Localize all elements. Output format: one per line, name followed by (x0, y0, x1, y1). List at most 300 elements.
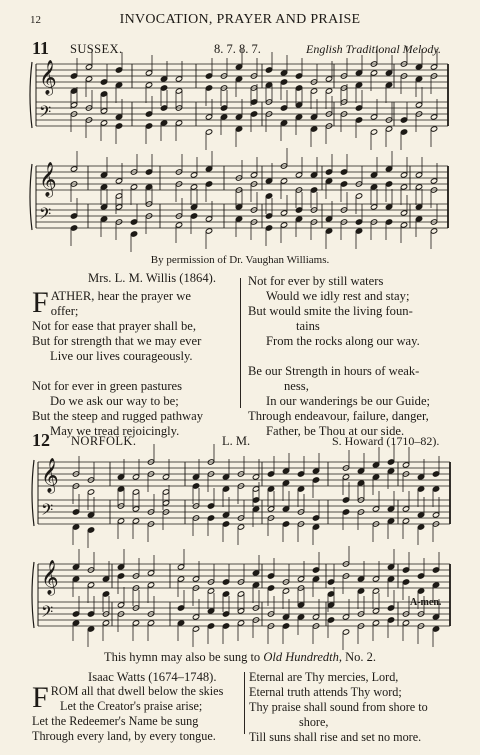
note-head (252, 497, 259, 503)
note-head (147, 582, 154, 588)
note-head (415, 64, 422, 70)
note-head (357, 480, 364, 486)
alt-note-prefix: This hymn may also be sung to (103, 650, 261, 664)
verse-line: May we tread rejoicingly. (50, 424, 180, 438)
note-head (265, 225, 272, 231)
verse-line: From the rocks along our way. (266, 334, 420, 348)
verse-line: shore, (299, 715, 329, 729)
note-head (325, 228, 332, 234)
treble-clef: 𝄞 (39, 60, 57, 95)
verse-line: Be our Strength in hours of weak- (248, 364, 420, 378)
note-head (115, 114, 122, 120)
note-head (132, 518, 139, 524)
note-head (252, 582, 259, 588)
verse-line: Do we ask our way to be; (50, 394, 179, 408)
hymn-12-number: 12 (32, 430, 50, 450)
note-head (145, 111, 152, 117)
note-head (325, 169, 332, 175)
note-head (402, 462, 409, 468)
note-head (295, 114, 302, 120)
note-head (205, 85, 212, 91)
note-head (282, 480, 289, 486)
note-head (417, 474, 424, 480)
note-head (87, 611, 94, 617)
note-head (297, 471, 304, 477)
brace (32, 460, 34, 526)
brace (32, 562, 34, 628)
note-head (355, 228, 362, 234)
note-head (177, 620, 184, 626)
hymn-11-source: English Traditional Melody. (306, 42, 442, 56)
treble-clef: 𝄞 (41, 458, 59, 493)
note-head (100, 120, 107, 126)
note-head (355, 70, 362, 76)
note-head (432, 614, 439, 620)
note-head (207, 588, 214, 594)
hymn-11-meter: 8. 7. 8. 7. (214, 42, 261, 56)
verse-line: ATHER, hear the prayer we (50, 289, 191, 303)
note-head (310, 88, 317, 94)
column-divider (244, 672, 245, 734)
note-head (432, 512, 439, 518)
note-head (145, 82, 152, 88)
note-head (102, 591, 109, 597)
hymn-11-number: 11 (32, 38, 50, 58)
note-head (222, 591, 229, 597)
note-head (295, 73, 302, 79)
note-head (385, 82, 392, 88)
bass-clef: 𝄢 (39, 204, 52, 227)
note-head (400, 184, 407, 190)
note-head (355, 105, 362, 111)
note-head (282, 588, 289, 594)
note-head (280, 222, 287, 228)
note-head (430, 64, 437, 70)
note-head (192, 483, 199, 489)
note-head (430, 114, 437, 120)
note-head (325, 178, 332, 184)
note-head (297, 602, 304, 608)
note-head (147, 620, 154, 626)
note-head (387, 605, 394, 611)
note-head (415, 172, 422, 178)
note-head (310, 126, 317, 132)
note-head (252, 506, 259, 512)
note-head (177, 605, 184, 611)
note-head (342, 474, 349, 480)
note-head (70, 166, 77, 172)
note-head (205, 166, 212, 172)
permission-note: By permission of Dr. Vaughan Williams. (150, 254, 330, 266)
verse-line: But would smite the living foun- (248, 304, 413, 318)
verse-line: But for strength that we may ever (32, 334, 202, 348)
note-head (250, 172, 257, 178)
note-head (370, 172, 377, 178)
note-head (162, 474, 169, 480)
note-head (205, 129, 212, 135)
note-head (177, 576, 184, 582)
note-head (282, 614, 289, 620)
note-head (205, 181, 212, 187)
note-head (175, 120, 182, 126)
note-head (415, 204, 422, 210)
note-head (430, 228, 437, 234)
verse-line: offer; (50, 304, 79, 318)
hymn-12-initial: F (32, 681, 49, 714)
note-head (102, 620, 109, 626)
note-head (85, 76, 92, 82)
note-head (370, 204, 377, 210)
note-head (70, 102, 77, 108)
note-head (117, 486, 124, 492)
note-head (312, 614, 319, 620)
note-head (297, 576, 304, 582)
verse-line: Eternal truth attends Thy word; (249, 685, 402, 699)
note-head (190, 184, 197, 190)
note-head (235, 126, 242, 132)
note-head (72, 620, 79, 626)
verse-line: But the steep and rugged pathway (32, 409, 204, 423)
note-head (400, 117, 407, 123)
alt-note-tune: Old Hundredth, (263, 650, 343, 664)
note-head (387, 617, 394, 623)
verse-line: Would we idly rest and stay; (266, 289, 410, 303)
note-head (192, 474, 199, 480)
note-head (295, 207, 302, 213)
hymn-11-tune-name: SUSSEX. (70, 42, 123, 56)
note-head (385, 126, 392, 132)
note-head (282, 506, 289, 512)
note-head (222, 611, 229, 617)
note-head (417, 588, 424, 594)
note-head (342, 629, 349, 635)
bass-clef: 𝄢 (41, 500, 54, 523)
note-head (340, 181, 347, 187)
note-head (117, 602, 124, 608)
note-head (115, 82, 122, 88)
note-head (415, 216, 422, 222)
note-head (175, 222, 182, 228)
note-head (325, 76, 332, 82)
hymn-11-initial: F (32, 286, 49, 319)
verse-line: Let the Redeemer's Name be sung (32, 714, 199, 728)
note-head (372, 576, 379, 582)
verse-line: Father, be Thou at our side. (266, 424, 405, 438)
note-head (235, 216, 242, 222)
note-head (282, 521, 289, 527)
note-head (400, 129, 407, 135)
note-head (325, 88, 332, 94)
note-head (145, 70, 152, 76)
note-head (145, 184, 152, 190)
alternate-tune-note (0, 650, 480, 665)
note-head (190, 204, 197, 210)
note-head (370, 129, 377, 135)
note-head (312, 477, 319, 483)
note-head (340, 169, 347, 175)
note-head (70, 213, 77, 219)
note-head (327, 617, 334, 623)
note-head (100, 91, 107, 97)
note-head (432, 567, 439, 573)
hymn-12-author: Isaac Watts (1674–1748). (88, 670, 217, 684)
note-head (220, 114, 227, 120)
note-head (162, 500, 169, 506)
note-head (430, 178, 437, 184)
note-head (385, 204, 392, 210)
note-head (267, 486, 274, 492)
note-head (160, 76, 167, 82)
note-head (432, 471, 439, 477)
note-head (87, 626, 94, 632)
note-head (70, 88, 77, 94)
note-head (147, 570, 154, 576)
treble-clef: 𝄞 (41, 560, 59, 595)
note-head (387, 506, 394, 512)
note-head (417, 512, 424, 518)
note-head (130, 184, 137, 190)
note-head (265, 213, 272, 219)
note-head (312, 567, 319, 573)
verse-line: Thy praise shall sound from shore to (249, 700, 428, 714)
note-head (222, 521, 229, 527)
verse-line: Till suns shall rise and set no more. (249, 730, 422, 744)
note-head (100, 216, 107, 222)
note-head (235, 64, 242, 70)
note-head (385, 70, 392, 76)
note-head (432, 626, 439, 632)
note-head (100, 108, 107, 114)
note-head (72, 576, 79, 582)
note-head (295, 102, 302, 108)
note-head (385, 181, 392, 187)
note-head (265, 178, 272, 184)
note-head (87, 512, 94, 518)
column-divider (240, 278, 241, 408)
note-head (162, 489, 169, 495)
note-head (417, 524, 424, 530)
hymn-12-composer: S. Howard (1710–82). (332, 434, 440, 448)
note-head (280, 105, 287, 111)
hymn-12-meter: L. M. (222, 434, 251, 448)
note-head (295, 216, 302, 222)
note-head (222, 623, 229, 629)
page-number: 12 (30, 14, 41, 26)
note-head (432, 582, 439, 588)
alt-note-suffix: No. 2. (345, 650, 377, 664)
note-head (342, 614, 349, 620)
note-head (370, 184, 377, 190)
amen-label: A-men. (410, 597, 442, 608)
note-head (402, 518, 409, 524)
note-head (327, 591, 334, 597)
note-head (280, 70, 287, 76)
note-head (115, 204, 122, 210)
bass-clef: 𝄢 (39, 102, 52, 125)
verse-line: Eternal are Thy mercies, Lord, (249, 670, 399, 684)
note-head (372, 588, 379, 594)
note-head (207, 515, 214, 521)
note-head (100, 79, 107, 85)
note-head (372, 620, 379, 626)
note-head (235, 76, 242, 82)
note-head (117, 518, 124, 524)
note-head (355, 219, 362, 225)
note-head (87, 527, 94, 533)
note-head (400, 222, 407, 228)
note-head (342, 509, 349, 515)
note-head (402, 620, 409, 626)
note-head (222, 486, 229, 492)
note-head (250, 99, 257, 105)
note-head (312, 515, 319, 521)
note-head (72, 564, 79, 570)
note-head (355, 82, 362, 88)
running-head: INVOCATION, PRAYER AND PRAISE (119, 12, 361, 27)
verse-line: Live our lives courageously. (50, 349, 193, 363)
note-head (190, 213, 197, 219)
note-head (327, 579, 334, 585)
note-head (205, 216, 212, 222)
note-head (370, 114, 377, 120)
note-head (372, 608, 379, 614)
note-head (267, 585, 274, 591)
note-head (387, 468, 394, 474)
note-head (357, 576, 364, 582)
verse-line: Not for ever by still waters (248, 274, 384, 288)
note-head (312, 468, 319, 474)
note-head (237, 608, 244, 614)
note-head (372, 506, 379, 512)
note-head (370, 70, 377, 76)
brace (30, 62, 32, 128)
note-head (402, 579, 409, 585)
note-head (432, 486, 439, 492)
verse-line: Not for ever in green pastures (32, 379, 183, 393)
note-head (72, 509, 79, 515)
note-head (87, 582, 94, 588)
note-head (387, 576, 394, 582)
note-head (372, 462, 379, 468)
note-head (387, 564, 394, 570)
note-head (85, 64, 92, 70)
verse-line: Through every land, by every tongue. (32, 729, 216, 743)
note-head (130, 231, 137, 237)
hymn-12-verses-left (32, 681, 242, 744)
verse-line: Through endeavour, failure, danger, (248, 409, 429, 423)
note-head (385, 219, 392, 225)
hymn-11-author: Mrs. L. M. Willis (1864). (88, 271, 216, 285)
note-head (310, 187, 317, 193)
note-head (280, 120, 287, 126)
note-head (265, 67, 272, 73)
note-head (160, 105, 167, 111)
note-head (222, 474, 229, 480)
note-head (222, 579, 229, 585)
note-head (175, 88, 182, 94)
note-head (160, 85, 167, 91)
note-head (385, 166, 392, 172)
note-head (190, 172, 197, 178)
note-head (70, 225, 77, 231)
note-head (297, 614, 304, 620)
note-head (205, 228, 212, 234)
note-head (265, 193, 272, 199)
note-head (72, 524, 79, 530)
note-head (282, 468, 289, 474)
note-head (205, 114, 212, 120)
note-head (132, 506, 139, 512)
note-head (70, 73, 77, 79)
note-head (205, 73, 212, 79)
note-head (372, 474, 379, 480)
note-head (417, 573, 424, 579)
note-head (295, 85, 302, 91)
note-head (72, 611, 79, 617)
note-head (132, 474, 139, 480)
note-head (280, 178, 287, 184)
verse-line: ROM all that dwell below the skies (50, 684, 224, 698)
note-head (280, 79, 287, 85)
treble-clef: 𝄞 (39, 162, 57, 197)
note-head (235, 114, 242, 120)
note-head (237, 591, 244, 597)
note-head (252, 570, 259, 576)
note-head (130, 219, 137, 225)
note-head (160, 120, 167, 126)
note-head (252, 486, 259, 492)
note-head (100, 172, 107, 178)
verse-line: In our wanderings be our Guide; (266, 394, 431, 408)
note-head (267, 471, 274, 477)
hymn-11-verses-left (32, 286, 242, 439)
note-head (132, 620, 139, 626)
note-head (400, 172, 407, 178)
note-head (177, 564, 184, 570)
note-head (267, 573, 274, 579)
note-head (220, 105, 227, 111)
note-head (402, 506, 409, 512)
note-head (117, 474, 124, 480)
note-head (250, 111, 257, 117)
note-head (402, 567, 409, 573)
note-head (415, 76, 422, 82)
note-head (280, 210, 287, 216)
note-head (192, 614, 199, 620)
note-head (117, 564, 124, 570)
hymn-12-tune-name: NORFOLK. (71, 434, 137, 448)
note-head (235, 204, 242, 210)
note-head (267, 506, 274, 512)
note-head (282, 623, 289, 629)
note-head (100, 204, 107, 210)
brace (30, 164, 32, 230)
note-head (357, 468, 364, 474)
note-head (192, 576, 199, 582)
verse-line: tains (296, 319, 320, 333)
note-head (387, 459, 394, 465)
note-head (355, 117, 362, 123)
note-head (430, 126, 437, 132)
note-head (207, 503, 214, 509)
note-head (417, 486, 424, 492)
note-head (310, 172, 317, 178)
note-head (145, 169, 152, 175)
note-head (295, 172, 302, 178)
note-head (237, 620, 244, 626)
note-head (342, 497, 349, 503)
hymn-11-verses-right (248, 274, 463, 439)
